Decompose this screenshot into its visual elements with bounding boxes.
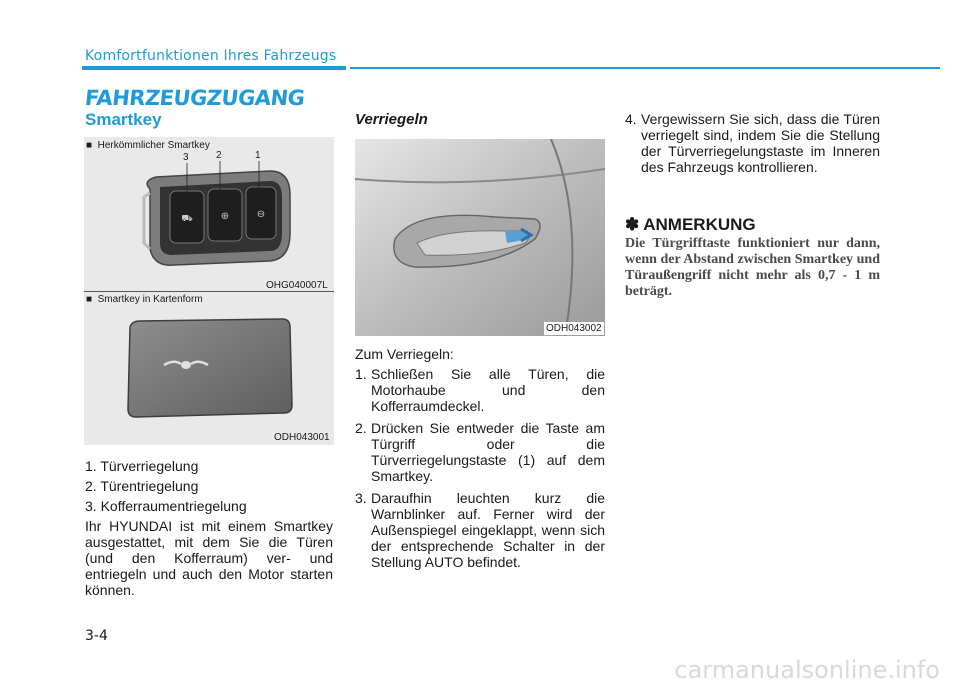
step-text: Daraufhin leuchten kurz die Warnblinker auf. Ferner wird der Außenspiegel eingeklappt, wenn sich der entsprechende Schalter in der Stellung AUTO befindet. [371, 490, 605, 570]
note-text: Die Türgrifftaste funktioniert nur dann, wenn der Abstand zwischen Smartkey und Türaußengriff nicht mehr als 0,7 - 1 m beträgt. [625, 236, 880, 299]
list-item: 3. Kofferraumentriegelung [85, 498, 247, 514]
door-handle-illustration [355, 139, 605, 336]
watermark: carmanualsonline.info [674, 656, 940, 684]
svg-text:⛟: ⛟ [181, 214, 193, 224]
svg-text:⊖: ⊖ [256, 209, 266, 220]
step-number: 2. [355, 420, 367, 436]
caption-text: Herkömmlicher Smartkey [97, 140, 210, 151]
figure-smartkey [84, 137, 334, 294]
section-rule-accent [82, 66, 346, 70]
figure-caption-smartkey: ■ Herkömmlicher Smartkey [86, 140, 210, 151]
note-title: ANMERKUNG [643, 215, 756, 234]
note-icon: ✽ [625, 215, 640, 234]
note-heading [625, 215, 756, 235]
step-text: Vergewissern Sie sich, dass die Türen verriegelt sind, indem Sie die Stellung der Türverriegelungstaste im Inneren des Fahrzeugs kontrollieren. [641, 111, 880, 175]
step-text: Drücken Sie entweder die Taste am Türgriff oder die Türverriegelungstaste (1) auf dem Smartkey. [371, 420, 605, 484]
figure-code: ODH043001 [274, 432, 330, 443]
figure-divider [84, 291, 334, 292]
column-3-text [625, 111, 880, 181]
step-number: 1. [355, 366, 367, 382]
list-item: 1. Türverriegelung [85, 458, 199, 474]
column-2-text [355, 346, 605, 576]
step-item [355, 366, 605, 414]
column-1-text [85, 458, 333, 602]
step-number: 3. [355, 490, 367, 506]
figure-caption-card-key: ■ Smartkey in Kartenform [86, 294, 203, 305]
section-label: Komfortfunktionen Ihres Fahrzeugs [85, 48, 337, 64]
callout-3: 3 [183, 152, 189, 163]
callout-1: 1 [255, 150, 261, 161]
caption-text: Smartkey in Kartenform [97, 294, 203, 305]
card-key-illustration [84, 293, 334, 445]
figure-code-text: ODH043002 [546, 323, 602, 334]
step-item [355, 420, 605, 484]
callout-2: 2 [216, 150, 222, 161]
intro-paragraph: Ihr HYUNDAI ist mit einem Smartkey ausgestattet, mit dem Sie die Türen (und den Kofferraum) ver- und entriegeln und auch den Motor starten können. [85, 518, 333, 598]
figure-code: OHG040007L [266, 280, 328, 291]
steps-intro: Zum Verriegeln: [355, 346, 454, 362]
figure-door-handle [355, 139, 605, 336]
svg-text:⊕: ⊕ [220, 211, 230, 222]
step-text: Schließen Sie alle Türen, die Motorhaube und den Kofferraumdeckel. [371, 366, 605, 414]
section-title-verriegeln: Verriegeln [355, 111, 428, 128]
smartkey-illustration [84, 137, 334, 294]
step-item [355, 490, 605, 570]
figure-code [544, 322, 604, 335]
step-item [625, 111, 880, 175]
subtitle-smartkey: Smartkey [85, 110, 162, 129]
page-number: 3-4 [85, 628, 108, 644]
list-item: 2. Türentriegelung [85, 478, 199, 494]
chapter-title: FAHRZEUGZUGANG [83, 86, 306, 110]
figure-card-key [84, 293, 334, 445]
step-number: 4. [625, 111, 637, 127]
section-rule [350, 67, 940, 69]
